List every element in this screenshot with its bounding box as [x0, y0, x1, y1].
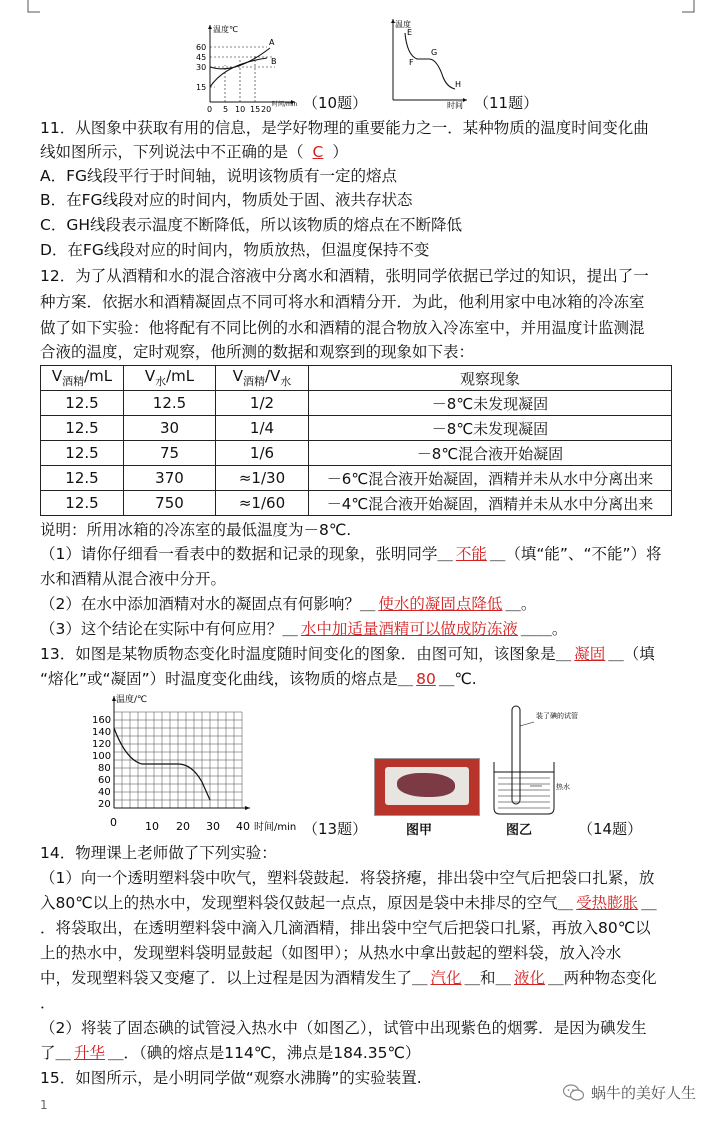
q14-line7: （2）将装了固态碘的试管浸入热水中（如图乙），试管中出现紫色的烟雾．是因为碘发生 [40, 1019, 647, 1037]
q14-line5 [40, 968, 657, 988]
q13-line1 [40, 644, 655, 664]
q11-answer: C [312, 143, 324, 161]
table-cell: 75 [124, 441, 216, 466]
q14-line5-tail: ＿两种物态变化 [548, 969, 657, 987]
corner-mark-right [682, 0, 696, 14]
q12-sub1-tail: ＿（填“能”、“不能”）将 [489, 545, 662, 563]
q11-option-d: D．在FG线段对应的时间内，物质放热，但温度保持不变 [40, 241, 430, 259]
watermark [563, 1082, 696, 1103]
q12-sub3-answer: 水中加适量酒精可以做成防冻液 [300, 620, 518, 638]
q14-line1: （1）向一个透明塑料袋中吹气，塑料袋鼓起．将袋挤瘪，排出袋中空气后把袋口扎紧，放 [40, 869, 655, 887]
fig10-ytick: 15 [196, 83, 207, 92]
q12-sub2-text: （2）在水中添加酒精对水的凝固点有何影响？＿ [40, 595, 376, 613]
fig11-point-e: E [407, 28, 413, 37]
table-row [41, 441, 672, 466]
fig10-xlabel: 时间/min [272, 101, 298, 108]
fig10-point-b: B [271, 57, 277, 66]
fig10-ytick: 45 [196, 53, 207, 62]
table-header-row [41, 366, 672, 391]
fig13-ytick: 100 [92, 751, 112, 762]
fig13-xtick: 0 [110, 816, 117, 829]
fig11-ylabel: 温度 [395, 20, 411, 29]
q12-sub1-line2: 水和酒精从混合液中分开。 [40, 570, 227, 588]
q14-line5-mid: ＿和＿ [464, 969, 512, 987]
fig13-xtick: 40 [236, 820, 250, 833]
q12-note: 说明：所用冰箱的冷冻室的最低温度为－8℃. [40, 521, 352, 539]
fig10-xtick: 5 [223, 105, 229, 114]
q14-line8-tail: ＿．（碘的熔点是114℃，沸点是184.35℃） [108, 1044, 421, 1062]
q15-text: 15．如图所示，是小明同学做“观察水沸腾”的实验装置. [40, 1069, 422, 1087]
fig11-graph [385, 15, 470, 110]
q11-option-c: C．GH线段表示温度不断降低，所以该物质的熔点在不断降低 [40, 216, 462, 234]
q14-line6: ． [40, 994, 56, 1012]
q12-para-line: 种方案．依据水和酒精凝固点不同可将水和酒精分开．为此，他利用家中电冰箱的冷冻室 [40, 293, 645, 311]
q11-stem-line1: 11．从图象中获取有用的信息，是学好物理的重要能力之一．某种物质的温度时间变化曲 [40, 119, 649, 137]
fig11-caption: （11题） [474, 94, 539, 112]
q12-sub1-answer: 不能 [455, 545, 487, 563]
fig13-ytick: 120 [92, 739, 112, 750]
q13-line1-tail: ＿（填 [608, 645, 655, 663]
q14-answer-liquefy: 液化 [514, 969, 546, 987]
q14-line8 [40, 1043, 420, 1063]
fig13-ytick: 140 [92, 727, 112, 738]
table-cell: 12.5 [41, 391, 124, 416]
q14-line5-text: 中，发现塑料袋又变瘪了．以上过程是因为酒精发生了＿ [40, 969, 428, 987]
table-cell: －6℃混合液开始凝固，酒精并未从水中分离出来 [309, 466, 672, 491]
q14-line4: 上的热水中，发现塑料袋明显鼓起（如图甲）；从热水中拿出鼓起的塑料袋，放入冷水 [40, 944, 622, 962]
fig10-ylabel: 温度℃ [213, 25, 238, 34]
table-cell: 12.5 [41, 466, 124, 491]
wechat-icon [563, 1084, 585, 1102]
table-row [41, 391, 672, 416]
q13-line2-tail: ＿℃. [438, 670, 477, 688]
q14-answer-expand: 受热膨胀 [576, 894, 639, 912]
q12-sub3-tail: ＿＿。 [520, 620, 568, 638]
q14-answer-sublimate: 升华 [74, 1044, 106, 1062]
header-ratio: $V_{酒精}/V_水$ [216, 366, 309, 391]
fig13-caption: （13题） [303, 820, 368, 838]
q11-stem-text: 线如图所示，下列说法中不正确的是（ [40, 143, 304, 161]
q12-sub2 [40, 594, 536, 614]
q14-line2 [40, 893, 657, 913]
q12-data-table [40, 365, 672, 516]
table-row [41, 491, 672, 516]
table-cell: 12.5 [41, 441, 124, 466]
header-alcohol-volume: $V_{酒精}/mL$ [41, 366, 124, 391]
table-row [41, 466, 672, 491]
table-cell: －8℃未发现凝固 [309, 391, 672, 416]
fig11-xlabel: 时间 [447, 101, 463, 110]
q12-sub1 [40, 544, 662, 564]
q13-answer-process: 凝固 [574, 645, 606, 663]
fig10-ytick: 60 [196, 43, 207, 52]
fig13-ytick: 40 [98, 787, 111, 798]
fig13-ylabel: 温度/℃ [116, 695, 148, 705]
table-cell: 12.5 [41, 491, 124, 516]
fig14-apparatus [490, 704, 580, 816]
fig11-point-h: H [455, 80, 462, 89]
table-cell: 1/4 [216, 416, 309, 441]
header-water-volume: $V_水/mL$ [124, 366, 216, 391]
fig13-xlabel: 时间/min [254, 822, 297, 833]
q14-line3: ．将袋取出，在透明塑料袋中滴入几滴酒精，排出袋中空气后把袋口扎紧，再放入80℃以 [40, 919, 651, 937]
q12-sub2-tail: ＿。 [505, 595, 537, 613]
header-observation: 观察现象 [309, 366, 672, 391]
q13-line2-text: “熔化”或“凝固”）时温度变化曲线，该物质的熔点是＿ [40, 670, 414, 688]
fig13-xtick: 30 [206, 820, 220, 833]
q11-stem-line2 [40, 142, 348, 162]
q12-sub3-text: （3）这个结论在实际中有何应用？＿ [40, 620, 298, 638]
fig13-ytick: 20 [98, 799, 111, 810]
watermark-text: 蜗牛的美好人生 [590, 1084, 696, 1102]
q12-para-line: 12．为了从酒精和水的混合溶液中分离水和酒精，张明同学依据已学过的知识，提出了一 [40, 267, 649, 285]
q11-stem-close: ） [332, 143, 348, 161]
fig14-water-label: 热水 [556, 783, 570, 791]
fig10-graph [195, 20, 300, 115]
q12-sub2-answer: 使水的凝固点降低 [378, 595, 503, 613]
table-cell: －8℃未发现凝固 [309, 416, 672, 441]
fig13-graph [92, 690, 327, 840]
q12-sub3 [40, 619, 567, 639]
q12-para-line: 做了如下实验：他将配有不同比例的水和酒精的混合物放入冷冻室中，并用温度计监测混 [40, 319, 645, 337]
fig10-ytick: 30 [196, 63, 207, 72]
page-number: 1 [40, 1098, 48, 1112]
table-row [41, 416, 672, 441]
fig10-xtick: 15 [250, 105, 261, 114]
corner-mark-left [26, 0, 40, 14]
fig11-point-f: F [409, 58, 414, 67]
fig14-tube-label: 装了碘的试管 [536, 712, 578, 720]
table-cell: 12.5 [124, 391, 216, 416]
table-cell: 1/2 [216, 391, 309, 416]
fig13-ytick: 160 [92, 715, 112, 726]
fig10-xtick: 10 [235, 105, 246, 114]
table-cell: 1/6 [216, 441, 309, 466]
table-cell: 750 [124, 491, 216, 516]
q11-option-a: A．FG线段平行于时间轴，说明该物质有一定的熔点 [40, 167, 398, 185]
fig10-xtick: 0 [207, 105, 213, 114]
q14-line2-text: 入80℃以上的热水中，发现塑料袋仅鼓起一点点，原因是袋中未排尽的空气＿ [40, 894, 574, 912]
fig10-xtick: 20 [261, 105, 272, 114]
q12-para-line: 合液的温度，定时观察，他所测的数据和观察到的现象如下表： [40, 343, 475, 361]
fig13-ytick: 80 [98, 763, 111, 774]
fig10-caption: （10题） [303, 94, 368, 112]
fig13-xtick: 10 [145, 820, 159, 833]
table-cell: 30 [124, 416, 216, 441]
fig14-label-a: 图甲 [406, 823, 433, 838]
q14-line8-text: 了＿ [40, 1044, 72, 1062]
q12-sub1-text: （1）请你仔细看一看表中的数据和记录的现象，张明同学＿ [40, 545, 453, 563]
table-cell: ≈1/30 [216, 466, 309, 491]
fig13-ytick: 60 [98, 775, 111, 786]
q14-answer-vaporize: 汽化 [430, 969, 462, 987]
fig14-caption: （14题） [578, 820, 643, 838]
fig13-xtick: 20 [176, 820, 190, 833]
q13-answer-point: 80 [416, 670, 436, 688]
q13-line1-text: 13．如图是某物质物态变化时温度随时间变化的图象．由图可知，该图象是＿ [40, 645, 572, 663]
fig11-point-g: G [431, 48, 438, 57]
table-cell: 12.5 [41, 416, 124, 441]
q14-title: 14．物理课上老师做了下列实验： [40, 844, 277, 862]
fig10-point-a: A [269, 38, 275, 47]
table-cell: ≈1/60 [216, 491, 309, 516]
fig14-photo-bag [374, 758, 480, 816]
table-cell: －8℃混合液开始凝固 [309, 441, 672, 466]
table-cell: －4℃混合液开始凝固，酒精并未从水中分离出来 [309, 491, 672, 516]
q11-option-b: B．在FG线段对应的时间内，物质处于固、液共存状态 [40, 191, 413, 209]
q14-line2-tail: ＿ [641, 894, 657, 912]
fig14-label-b: 图乙 [506, 823, 533, 838]
q13-line2 [40, 669, 477, 689]
table-cell: 370 [124, 466, 216, 491]
